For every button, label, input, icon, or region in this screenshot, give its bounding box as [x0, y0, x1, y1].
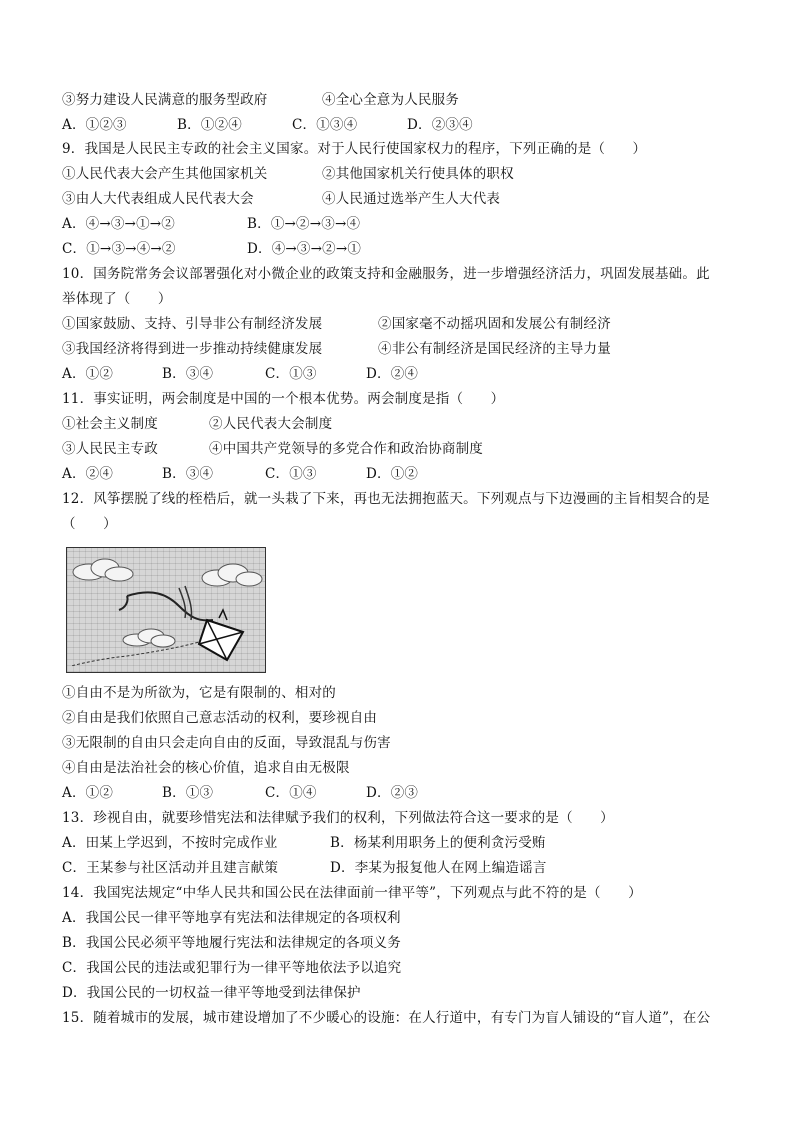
q12-option-1: ①自由不是为所欲为，它是有限制的、相对的 [62, 685, 336, 701]
q9-option-3: ③由人大代表组成人民代表大会 [62, 191, 254, 207]
q8-choice-d: D．②③④ [407, 117, 473, 133]
q11-choice-a: A．②④ [62, 466, 114, 482]
q9-choice-d: D．④→③→②→① [247, 241, 362, 257]
q13-choice-b: B．杨某利用职务上的便利贪污受贿 [330, 835, 546, 851]
q9-choice-a: A．④→③→①→② [62, 216, 175, 232]
q8-choice-b: B．①②④ [177, 117, 242, 133]
q10-option-1: ①国家鼓励、支持、引导非公有制经济发展 [62, 316, 323, 332]
q11-option-2: ②人民代表大会制度 [209, 416, 333, 432]
q10-option-2: ②国家毫不动摇巩固和发展公有制经济 [378, 316, 611, 332]
q14-choice-d: D．我国公民的一切权益一律平等地受到法律保护 [62, 985, 361, 1001]
q9-choice-b: B．①→②→③→④ [247, 216, 361, 232]
q10-option-3: ③我国经济将得到进一步推动持续健康发展 [62, 341, 323, 357]
q14-choice-a: A．我国公民一律平等地享有宪法和法律规定的各项权利 [62, 910, 401, 926]
q13-stem: 13．珍视自由，就要珍惜宪法和法律赋予我们的权利，下列做法符合这一要求的是（ ） [62, 810, 614, 826]
q8-option-4: ④全心全意为人民服务 [322, 92, 459, 108]
q11-option-3: ③人民民主专政 [62, 441, 158, 457]
q12-choice-c: C．①④ [265, 785, 317, 801]
q9-option-1: ①人民代表大会产生其他国家机关 [62, 166, 268, 182]
kite-tail-end [119, 596, 128, 610]
q10-stem-line-2: 举体现了（ ） [62, 291, 172, 307]
q13-choice-c: C．王某参与社区活动并且建言献策 [62, 860, 279, 876]
q11-option-1: ①社会主义制度 [62, 416, 158, 432]
q11-choice-b: B．③④ [162, 466, 214, 482]
q8-choice-c: C．①③④ [292, 117, 358, 133]
q9-option-4: ④人民通过选举产生人大代表 [322, 191, 501, 207]
q12-choice-b: B．①③ [162, 785, 214, 801]
q10-choice-c: C．①③ [265, 366, 317, 382]
q12-choice-d: D．②③ [366, 785, 419, 801]
kite-tail [127, 592, 213, 620]
q12-option-4: ④自由是法治社会的核心价值，追求自由无极限 [62, 760, 350, 776]
kite-body [199, 620, 243, 660]
q9-stem: 9．我国是人民民主专政的社会主义国家。对于人民行使国家权力的程序，下列正确的是（ ） [62, 141, 647, 157]
q10-stem-line-1: 10．国务院常务会议部署强化对小微企业的政策支持和金融服务，进一步增强经济活力，巩固发展基础。此 [62, 266, 710, 282]
q11-choice-c: C．①③ [265, 466, 317, 482]
q10-option-4: ④非公有制经济是国民经济的主导力量 [378, 341, 611, 357]
q9-option-2: ②其他国家机关行使具体的职权 [322, 166, 514, 182]
q14-choice-c: C．我国公民的违法或犯罪行为一律平等地依法予以追究 [62, 960, 402, 976]
cloud-lower [123, 629, 175, 647]
q9-choice-c: C．①→③→④→② [62, 241, 176, 257]
q8-choice-a: A．①②③ [62, 117, 127, 133]
q10-choice-b: B．③④ [162, 366, 214, 382]
q12-option-3: ③无限制的自由只会走向自由的反面，导致混乱与伤害 [62, 735, 391, 751]
q11-choice-d: D．①② [366, 466, 419, 482]
q11-option-4: ④中国共产党领导的多党合作和政治协商制度 [209, 441, 483, 457]
q14-stem: 14．我国宪法规定“中华人民共和国公民在法律面前一律平等”，下列观点与此不符的是（ ） [62, 885, 642, 901]
cloud-right [202, 564, 262, 586]
cloud-left [73, 559, 133, 581]
q11-stem: 11．事实证明，两会制度是中国的一个根本优势。两会制度是指（ ） [62, 391, 505, 407]
q12-choice-a: A．①② [62, 785, 114, 801]
q12-stem-line-1: 12．风筝摆脱了线的桎梏后，就一头栽了下来，再也无法拥抱蓝天。下列观点与下边漫画的主旨相契合的是 [62, 491, 710, 507]
q12-option-2: ②自由是我们依照自己意志活动的权利，要珍视自由 [62, 710, 378, 726]
q12-stem-line-2: （ ） [62, 516, 117, 532]
q8-option-3: ③努力建设人民满意的服务型政府 [62, 92, 268, 108]
kite-cartoon-image [66, 547, 266, 673]
kite-top-bow [219, 610, 227, 620]
q13-choice-a: A．田某上学迟到，不按时完成作业 [62, 835, 278, 851]
q10-choice-a: A．①② [62, 366, 114, 382]
q14-choice-b: B．我国公民必须平等地履行宪法和法律规定的各项义务 [62, 935, 401, 951]
q13-choice-d: D．李某为报复他人在网上编造谣言 [330, 860, 547, 876]
q15-stem: 15．随着城市的发展，城市建设增加了不少暖心的设施：在人行道中，有专门为盲人铺设的“盲人道”，在公 [62, 1010, 711, 1026]
kite-cartoon-drawing [67, 548, 265, 672]
q10-choice-d: D．②④ [366, 366, 419, 382]
